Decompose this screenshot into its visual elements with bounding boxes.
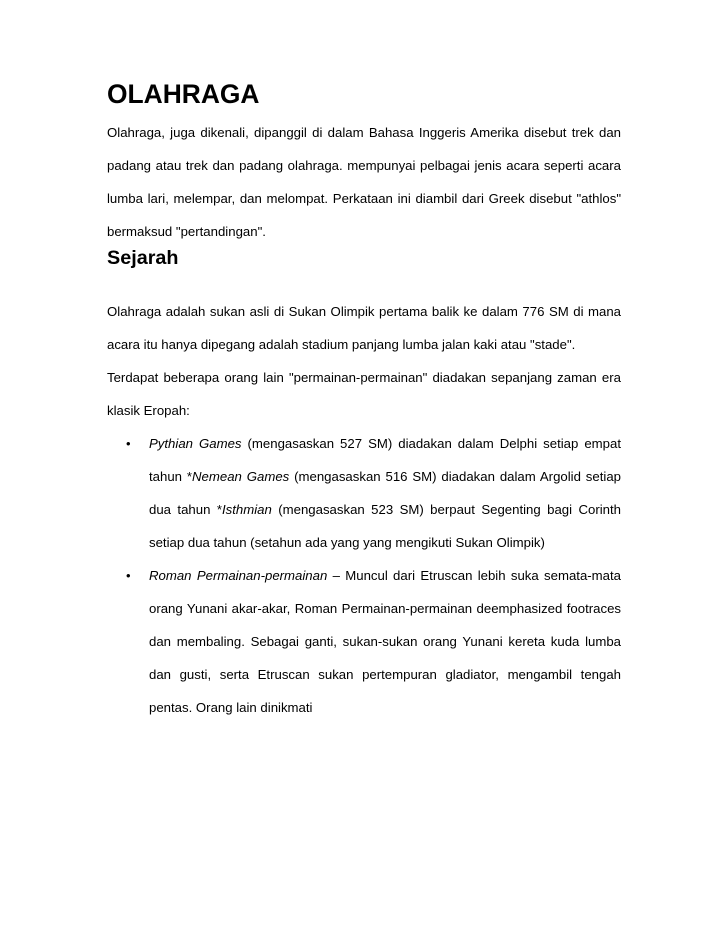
list-item-italic: Isthmian: [221, 502, 272, 517]
list-item-italic: Roman Permainan-permainan: [149, 568, 328, 583]
list-item-text: (mengasaskan 527 SM) diadakan dalam Delphi setiap empat tahun *: [149, 436, 621, 484]
section-heading: Sejarah: [107, 247, 179, 269]
list-item: [107, 559, 621, 724]
list-item-italic: Pythian Games: [149, 436, 242, 451]
list-item-text: – Muncul dari Etruscan lebih suka semata-mata orang Yunani akar-akar, Roman Permainan-permainan deemphasized footraces dan membaling. Sebagai ganti, sukan-sukan orang Yunani kereta kuda lumba dan gusti, serta Etruscan sukan pertempuran gladiator, mengambil tengah pentas. Orang lain dinikmati: [149, 568, 621, 715]
document-page: [107, 79, 622, 724]
list-item-text: (mengasaskan 523 SM) berpaut Segenting bagi Corinth setiap dua tahun (setahun ada yang yang mengikuti Sukan Olimpik): [149, 502, 622, 550]
bullet-icon: •: [126, 568, 131, 583]
games-list: [107, 427, 621, 724]
document-title: OLAHRAGA: [107, 79, 260, 109]
intro-paragraph: Olahraga, juga dikenali, dipanggil di dalam Bahasa Inggeris Amerika disebut trek dan padang atau trek dan padang olahraga. mempunyai pelbagai jenis acara seperti acara lumba lari, melempar, dan melompat. Perkataan ini diambil dari Greek disebut "athlos" bermaksud "pertandingan".: [107, 125, 621, 239]
list-item: [107, 427, 621, 559]
history-paragraph-2: Terdapat beberapa orang lain "permainan-permainan" diadakan sepanjang zaman era klasik Eropah:: [107, 370, 621, 418]
history-paragraph-1: Olahraga adalah sukan asli di Sukan Olimpik pertama balik ke dalam 776 SM di mana acara itu hanya dipegang adalah stadium panjang lumba jalan kaki atau "stade".: [107, 304, 621, 352]
bullet-icon: •: [126, 436, 131, 451]
list-item-italic: Nemean Games: [192, 469, 290, 484]
list-item-text: (mengasaskan 516 SM) diadakan dalam Argolid setiap dua tahun *: [149, 469, 622, 517]
